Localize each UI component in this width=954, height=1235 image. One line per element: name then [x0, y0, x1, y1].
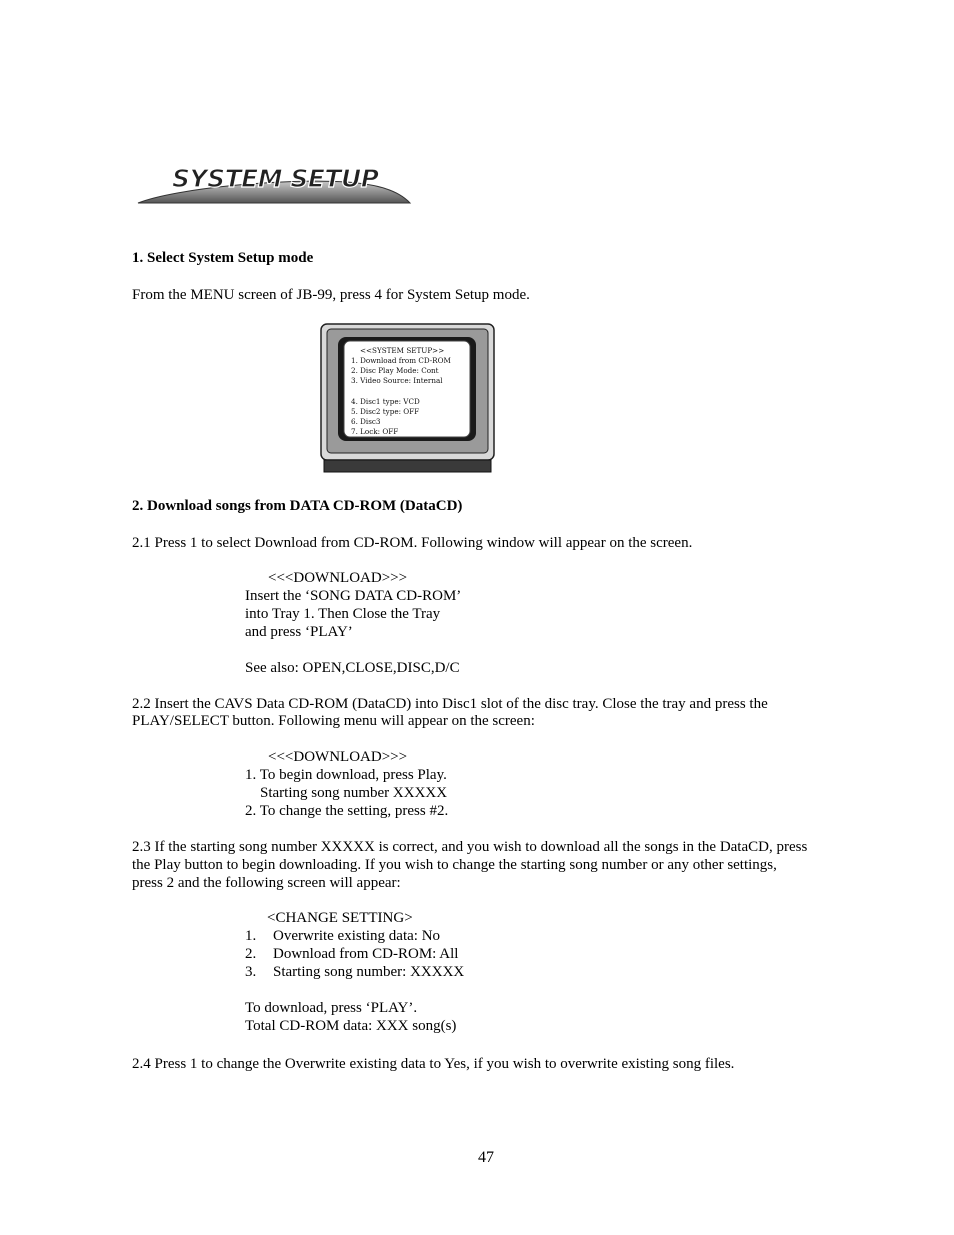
- tv-line: 4. Disc1 type: VCD: [351, 397, 420, 406]
- tv-line: 5. Disc2 type: OFF: [351, 407, 420, 416]
- tv-line: 7. Lock: OFF: [351, 427, 399, 436]
- tv-line: 1. Download from CD-ROM: [351, 356, 451, 365]
- download-box1-line: Insert the ‘SONG DATA CD-ROM’: [245, 588, 462, 604]
- change-setting-item-text: Starting song number: XXXXX: [273, 964, 465, 980]
- download-box2-line: Starting song number XXXXX: [260, 785, 448, 801]
- tv-line: 6. Disc3: [351, 417, 381, 426]
- paragraph-2-1: 2.1 Press 1 to select Download from CD-ROM. Following window will appear on the screen.: [132, 535, 693, 551]
- change-setting-item-text: Overwrite existing data: No: [273, 928, 441, 944]
- tv-screen-illustration: [320, 323, 495, 475]
- change-setting-item-text: Download from CD-ROM: All: [273, 946, 459, 962]
- page-number: 47: [478, 1149, 494, 1166]
- paragraph-2-2-line2: PLAY/SELECT button. Following menu will appear on the screen:: [132, 713, 535, 729]
- tv-line: 3. Video Source: Internal: [351, 376, 443, 385]
- download-box1-title: <<<DOWNLOAD>>>: [268, 570, 408, 586]
- logo-text: SYSTEM SETUP: [172, 164, 379, 193]
- section2-heading: 2. Download songs from DATA CD-ROM (DataCD): [132, 498, 463, 514]
- tv-line: <<SYSTEM SETUP>>: [360, 346, 445, 355]
- change-setting-play-line: To download, press ‘PLAY’.: [245, 1000, 418, 1016]
- download-box2-line: 2. To change the setting, press #2.: [245, 803, 449, 819]
- section1-intro: From the MENU screen of JB-99, press 4 for System Setup mode.: [132, 287, 530, 303]
- download-box1-line: into Tray 1. Then Close the Tray: [245, 606, 441, 622]
- change-setting-title: <CHANGE SETTING>: [267, 910, 413, 926]
- change-setting-item-number: 3.: [245, 964, 257, 980]
- paragraph-2-2-line1: 2.2 Insert the CAVS Data CD-ROM (DataCD) into Disc1 slot of the disc tray. Close the tray and press the: [132, 696, 768, 712]
- download-box2-line: 1. To begin download, press Play.: [245, 767, 447, 783]
- system-setup-logo: [136, 158, 412, 206]
- paragraph-2-3-line3: press 2 and the following screen will appear:: [132, 875, 401, 891]
- change-setting-item-number: 1.: [245, 928, 257, 944]
- paragraph-2-3-line1: 2.3 If the starting song number XXXXX is correct, and you wish to download all the songs in the DataCD, press: [132, 839, 808, 855]
- download-box1-see-also: See also: OPEN,CLOSE,DISC,D/C: [245, 660, 460, 676]
- paragraph-2-4: 2.4 Press 1 to change the Overwrite existing data to Yes, if you wish to overwrite existing song files.: [132, 1056, 735, 1072]
- download-box2-title: <<<DOWNLOAD>>>: [268, 749, 408, 765]
- change-setting-total-line: Total CD-ROM data: XXX song(s): [245, 1018, 457, 1034]
- tv-line: 2. Disc Play Mode: Cont: [351, 366, 439, 375]
- download-box1-line: and press ‘PLAY’: [245, 624, 353, 640]
- paragraph-2-3-line2: the Play button to begin downloading. If you wish to change the starting song number or any other settings,: [132, 857, 777, 873]
- section1-heading: 1. Select System Setup mode: [132, 250, 314, 266]
- change-setting-item-number: 2.: [245, 946, 257, 962]
